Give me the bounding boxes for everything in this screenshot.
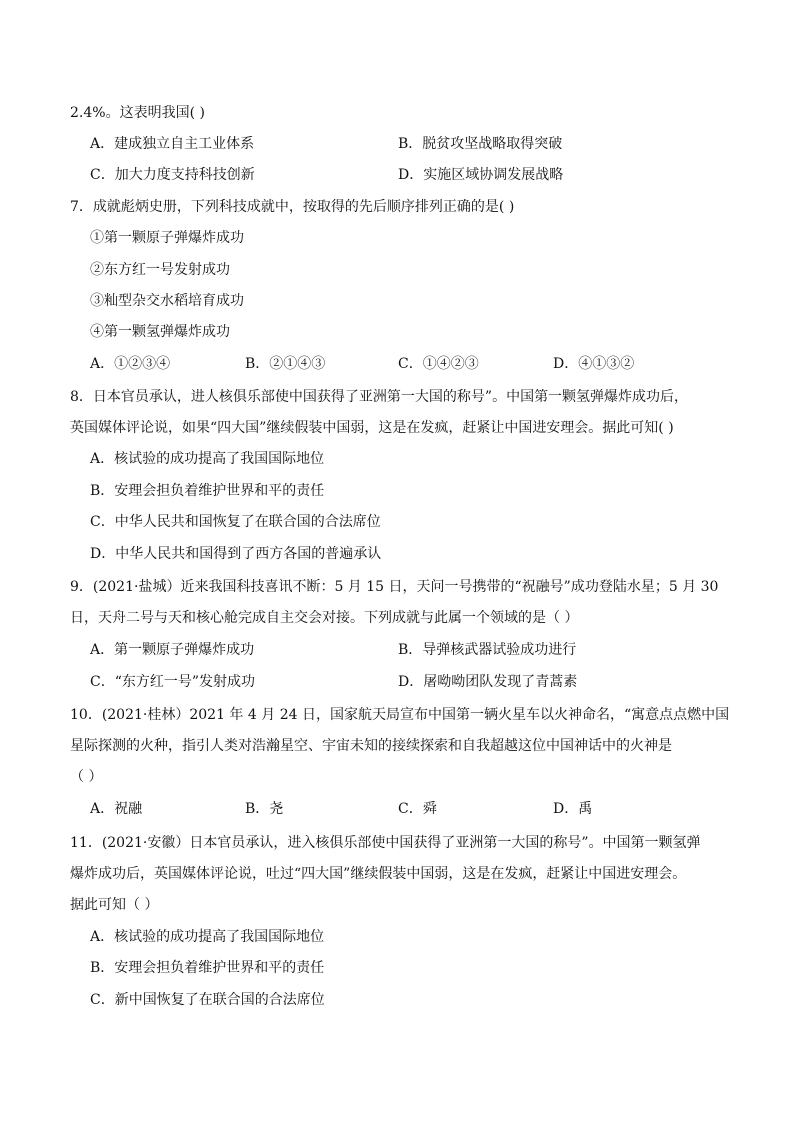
q6-option-a: A．建成独立自主工业体系 <box>90 136 255 152</box>
q10-option-c: C．舜 <box>398 801 437 817</box>
q7-item-1: ①第一颗原子弹爆炸成功 <box>90 230 244 246</box>
q7-stem: 7．成就彪炳史册，下列科技成就中，按取得的先后顺序排列正确的是( ) <box>70 199 515 215</box>
q10-stem-line-3: （ ） <box>70 769 103 785</box>
q8-option-d: D．中华人民共和国得到了西方各国的普遍承认 <box>90 546 382 562</box>
q6-option-d: D．实施区域协调发展战略 <box>398 167 564 183</box>
q8-option-c: C．中华人民共和国恢复了在联合国的合法席位 <box>90 514 381 530</box>
q10-stem-line-1: 10．(2021·桂林）2021 年 4 月 24 日，国家航天局宣布中国第一辆火星车以火神命名，“寓意点点燃中国 <box>70 707 730 723</box>
q9-stem-line-1: 9．(2021·盐城）近来我国科技喜讯不断：5 月 15 日，天问一号携带的“祝融号”成功登陆水星；5 月 30 <box>70 579 719 595</box>
q6-option-b: B．脱贫攻坚战略取得突破 <box>398 136 563 152</box>
q11-option-a: A．核试验的成功提高了我国国际地位 <box>90 929 325 945</box>
q10-option-a: A．祝融 <box>90 801 143 817</box>
q11-stem-line-3: 据此可知（ ） <box>70 897 159 913</box>
q10-option-d: D．禹 <box>553 801 593 817</box>
q7-option-d: D．④①③② <box>553 356 635 372</box>
q6-stem-tail: 2.4%。这表明我国( ) <box>70 105 205 121</box>
q9-option-d: D．屠呦呦团队发现了青蒿素 <box>398 674 578 690</box>
q8-stem-line-1: 8．日本官员承认，进人核俱乐部使中国获得了亚洲第一大国的称号”。中国第一颗氢弹爆炸成功后， <box>70 389 689 405</box>
q9-option-b: B．导弹核武器试验成功进行 <box>398 642 577 658</box>
q7-option-c: C．①④②③ <box>398 356 479 372</box>
q10-option-b: B．尧 <box>245 801 284 817</box>
q9-option-c: C．“东方红一号”发射成功 <box>90 674 256 690</box>
q7-item-2: ②东方红一号发射成功 <box>90 262 230 278</box>
q8-option-b: B．安理会担负着维护世界和平的责任 <box>90 483 325 499</box>
q8-option-a: A．核试验的成功提高了我国国际地位 <box>90 451 325 467</box>
q7-item-3: ③籼型杂交水稻培育成功 <box>90 293 244 309</box>
q11-option-c: C．新中国恢复了在联合国的合法席位 <box>90 992 325 1008</box>
q11-stem-line-1: 11．(2021·安徽）日本官员承认，进入核俱乐部使中国获得了亚洲第一大国的称号”。中国第一颗氢弹 <box>70 835 701 851</box>
q8-stem-line-2: 英国媒体评论说，如果“四大国”继续假装中国弱，这是在发疯，赶紧让中国进安理会。据此可知( ) <box>70 420 674 436</box>
q7-option-a: A．①②③④ <box>90 356 171 372</box>
q11-option-b: B．安理会担负着维护世界和平的责任 <box>90 960 325 976</box>
q7-item-4: ④第一颗氢弹爆炸成功 <box>90 324 230 340</box>
q9-option-a: A．第一颗原子弹爆炸成功 <box>90 642 255 658</box>
q9-stem-line-2: 日，天舟二号与天和核心舱完成自主交会对接。下列成就与此属一个领域的是（ ） <box>70 610 579 626</box>
q6-option-c: C．加大力度支持科技创新 <box>90 167 255 183</box>
q11-stem-line-2: 爆炸成功后，英国媒体评论说，吐过“四大国”继续假装中国弱，这是在发疯，赶紧让中国进安理会。 <box>70 866 687 882</box>
q10-stem-line-2: 星际探测的火种，指引人类对浩瀚星空、宇宙未知的接续探索和自我超越这位中国神话中的火神是 <box>70 738 672 754</box>
q7-option-b: B．②①④③ <box>245 356 326 372</box>
